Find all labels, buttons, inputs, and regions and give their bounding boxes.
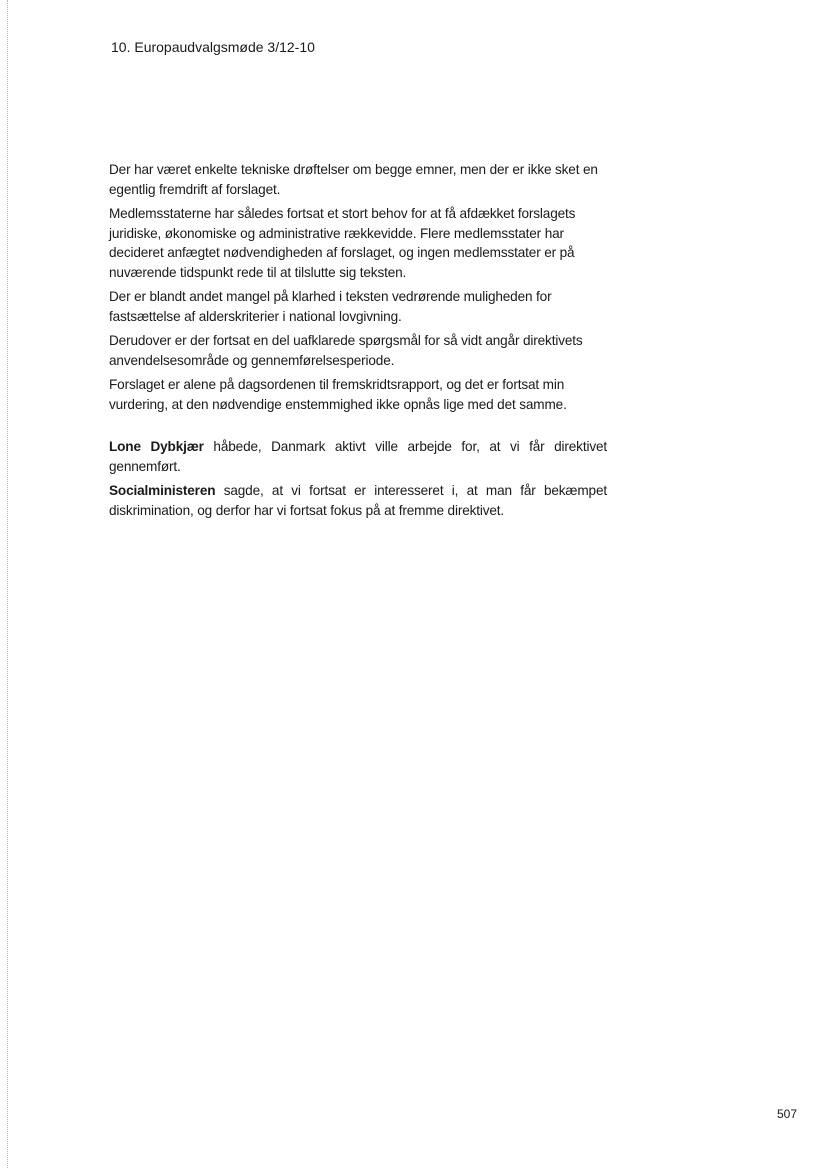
debate-entry [109,481,607,520]
paragraph: Der har været enkelte tekniske drøftelser om begge emner, men der er ikke sket en egentlig fremdrift af forslaget. [109,162,598,197]
speaker-text: sagde, at vi fortsat er interesseret i, at man får bekæmpet diskrimination, og derfor har vi fortsat fokus på at fremme direktivet. [109,483,607,518]
speaker-name: Lone Dybkjær [109,439,204,454]
speaker-text: håbede, Danmark aktivt ville arbejde for, at vi får direktivet gennemført. [109,439,607,474]
paragraph: Medlemsstaterne har således fortsat et stort behov for at få afdækket forslagets juridiske, økonomiske og administrative rækkevidde. Flere medlemsstater har decideret anfægtet nødvendigheden af forslaget, og ingen medlemsstater er på nuværende tidspunkt rede til at tilslutte sig teksten. [109,206,576,280]
debate-entry [109,437,607,476]
paragraph: Forslaget er alene på dagsordenen til fremskridtsrapport, og det er fortsat min vurdering, at den nødvendige enstemmighed ikke opnås lige med det samme. [109,377,567,412]
speaker-name: Socialministeren [109,483,216,498]
minister-statement [109,160,607,419]
scan-edge-line [7,0,8,1168]
paragraph: Derudover er der fortsat en del uafklarede spørgsmål for så vidt angår direktivets anvendelsesområde og gennemførelsesperiode. [109,333,583,368]
debate-section [109,437,607,525]
meeting-header: 10. Europaudvalgsmøde 3/12-10 [111,39,315,55]
paragraph: Der er blandt andet mangel på klarhed i teksten vedrørende muligheden for fastsættelse af alderskriterier i national lovgivning. [109,289,552,324]
page-number: 507 [776,1107,797,1121]
